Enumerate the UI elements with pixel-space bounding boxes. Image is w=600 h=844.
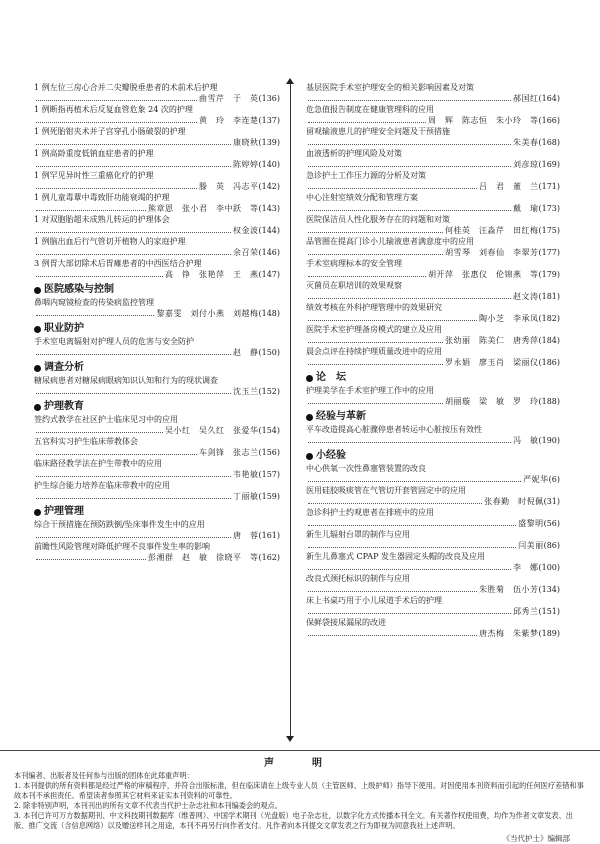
entry-authors: 赵 静 [232, 348, 259, 357]
leader-dots [36, 122, 197, 123]
entry-page-number: (162) [258, 553, 280, 562]
entry-authors: 唐 蓉 [232, 531, 259, 540]
entry-title: 血液透析的护理风险及对策 [306, 149, 402, 158]
entry-page-number: (157) [258, 470, 280, 479]
leader-dots [36, 100, 197, 101]
entry-title: 临床路径教学法在护生带教中的应用 [34, 459, 162, 468]
entry-title: 床上书桌巧用于小儿尿道手术后的护理 [306, 596, 442, 605]
entry-title: 危急值报告制度在健康管理科的应用 [306, 105, 434, 114]
entry-authors: 严妮华 [523, 475, 549, 484]
entry-page-number: (150) [258, 348, 280, 357]
entry-meta [306, 313, 560, 324]
entry-meta [306, 159, 560, 170]
entry-title: 综合干预措施在预防跌倒/坠床事件发生中的应用 [34, 520, 205, 529]
entry-page-number: (140) [258, 160, 280, 169]
entry-authors: 韦艳敏 [232, 470, 259, 479]
entry-authors: 冯 敏 [512, 436, 539, 445]
entry-meta [34, 530, 280, 541]
toc-entry[interactable] [34, 414, 280, 436]
section-heading [34, 400, 280, 414]
entry-page-number: (151) [538, 607, 560, 616]
entry-page-number: (156) [258, 448, 280, 457]
entry-title: 1 例死胎钳夹术并子宫穿孔小肠破裂的护理 [34, 127, 186, 136]
entry-meta [306, 540, 560, 551]
toc-entry[interactable] [34, 170, 280, 192]
entry-meta [306, 474, 560, 485]
entry-meta [306, 518, 560, 529]
entry-authors: 陶小芝 李承凤 [478, 314, 539, 323]
entry-authors: 盛黎明 [518, 519, 544, 528]
toc-entry[interactable] [34, 458, 280, 480]
section-title: 护理教育 [44, 401, 84, 412]
entry-page-number: (169) [538, 160, 560, 169]
entry-title: 手术室病理标本的安全管理 [306, 259, 402, 268]
leader-dots [308, 442, 511, 443]
entry-meta [34, 386, 280, 397]
entry-title: 1 例高龄重度低钠血症患者的护理 [34, 149, 154, 158]
entry-authors: 邱秀兰 [512, 607, 539, 616]
entry-meta [34, 159, 280, 170]
entry-meta [306, 93, 560, 104]
entry-page-number: (134) [538, 585, 560, 594]
entry-meta [306, 584, 560, 595]
entry-page-number: (189) [538, 629, 560, 638]
leader-dots [308, 100, 511, 101]
entry-authors: 张春勤 时倪佩 [484, 497, 544, 506]
entry-authors: 唐杰梅 朱紫梦 [478, 629, 539, 638]
entry-meta [34, 308, 280, 319]
entry-page-number: (148) [258, 309, 280, 318]
leader-dots [36, 166, 231, 167]
entry-authors: 沈玉兰 [232, 387, 259, 396]
entry-meta [306, 396, 560, 407]
leader-dots [308, 210, 511, 211]
toc-entry[interactable] [306, 385, 560, 407]
leader-dots [36, 254, 231, 255]
entry-title: 1 例脑出血后行气管切开植物人的家庭护理 [34, 237, 186, 246]
toc-entry[interactable] [306, 214, 560, 236]
entry-authors: 闫美丽 [518, 541, 544, 550]
entry-meta [306, 628, 560, 639]
section-bullet-icon [306, 414, 313, 421]
entry-page-number: (173) [538, 204, 560, 213]
entry-page-number: (184) [538, 336, 560, 345]
entry-title: 护生综合能力培养在临床带教中的应用 [34, 481, 170, 490]
entry-page-number: (137) [258, 116, 280, 125]
entry-meta [34, 93, 280, 104]
entry-page-number: (190) [538, 436, 560, 445]
entry-title: 1 例断指再植术后反复血管危象 24 次的护理 [34, 105, 193, 114]
leader-dots [36, 476, 231, 477]
toc-entry[interactable] [34, 480, 280, 502]
column-divider [290, 84, 291, 736]
section-heading [306, 371, 560, 385]
entry-page-number: (181) [538, 292, 560, 301]
leader-dots [36, 498, 231, 499]
entry-title: 灭菌员在职培训的效果观察 [306, 281, 402, 290]
entry-title: 基层医院手术室护理安全的相关影响因素及对策 [306, 83, 474, 92]
entry-page-number: (6) [548, 475, 560, 484]
section-bullet-icon [306, 453, 313, 460]
toc-entry[interactable] [34, 297, 280, 319]
entry-authors: 朱美春 [512, 138, 539, 147]
entry-page-number: (166) [538, 116, 560, 125]
toc-entry[interactable] [306, 595, 560, 617]
leader-dots [308, 276, 426, 277]
entry-authors: 曲雪芹 于 英 [198, 94, 259, 103]
entry-authors: 康晓秋 [232, 138, 259, 147]
entry-authors: 何桂英 汪淼芹 田红梅 [444, 226, 539, 235]
section-bullet-icon [34, 509, 41, 516]
entry-title: 1 对双胞胎超未成熟儿转运的护理体会 [34, 215, 170, 224]
entry-page-number: (100) [538, 563, 560, 572]
section-title: 论 坛 [316, 372, 346, 383]
entry-meta [306, 291, 560, 302]
entry-authors: 余召荣 [232, 248, 259, 257]
section-title: 护理管理 [44, 506, 84, 517]
entry-title: 绩效考核在外科护理管理中的效果研究 [306, 303, 442, 312]
entry-page-number: (56) [543, 519, 560, 528]
toc-entry[interactable] [306, 236, 560, 258]
entry-authors: 熊章恩 张小君 李中跃 等 [147, 204, 259, 213]
entry-meta [34, 269, 280, 280]
entry-page-number: (186) [538, 358, 560, 367]
entry-authors: 黄 玲 李连楚 [198, 116, 259, 125]
toc-entry[interactable] [34, 214, 280, 236]
leader-dots [36, 354, 231, 355]
entry-page-number: (182) [538, 314, 560, 323]
entry-meta [306, 335, 560, 346]
entry-meta [306, 562, 560, 573]
entry-meta [306, 115, 560, 126]
entry-page-number: (154) [258, 426, 280, 435]
notice-item: 1. 本刊提供的所有资料都是经过严格的审稿程序，并符合出版标准，但在临床请在上级专业人员（主管医师、上级护师）指导下使用。对因使用本刊资料而引起的任何医疗差错和事故本刊不承担责任。希望读者参照其它材料来证实本刊资料的可靠性。 [14, 781, 584, 800]
entry-page-number: (159) [258, 492, 280, 501]
entry-authors: 权金波 [232, 226, 259, 235]
entry-page-number: (152) [258, 387, 280, 396]
leader-dots [308, 166, 511, 167]
notice-item: 2. 除非特别声明，本刊刊出的所有文章不代表当代护士杂志社和本刊编委会的观点。 [14, 801, 282, 810]
entry-title: 糖尿病患者对糖尿病眼病知识认知和行为的现状调查 [34, 376, 218, 385]
entry-page-number: (146) [258, 248, 280, 257]
entry-authors: 朱胜菊 伍小芳 [478, 585, 539, 594]
entry-title: 前瞻性风险管理对降低护理不良事件发生率的影响 [34, 542, 210, 551]
entry-authors: 吴小红 吴久红 张爱华 [164, 426, 259, 435]
toc-entry[interactable] [306, 463, 560, 485]
entry-meta [306, 137, 560, 148]
entry-page-number: (161) [258, 531, 280, 540]
toc-entry[interactable] [34, 336, 280, 358]
entry-title: 中心供氧一次性鼻塞管装置的改良 [306, 464, 426, 473]
notice-signature: 《当代护士》编辑部 [502, 834, 570, 843]
toc-entry[interactable] [306, 170, 560, 192]
entry-authors: 罗永娟 廖玉肖 梁丽仪 [444, 358, 539, 367]
leader-dots [308, 403, 443, 404]
entry-authors: 刘彦琼 [512, 160, 539, 169]
entry-page-number: (188) [538, 397, 560, 406]
toc-entry[interactable] [306, 126, 560, 148]
entry-authors: 丁丽敏 [232, 492, 259, 501]
entry-authors: 胡开萍 张惠仪 伦锦燕 等 [427, 270, 539, 279]
section-title: 小经验 [316, 450, 346, 461]
section-bullet-icon [34, 326, 41, 333]
entry-page-number: (147) [258, 270, 280, 279]
entry-title: 手术室电离辐射对护理人员的危害与安全防护 [34, 337, 194, 346]
notice-heading: 声 明 [264, 758, 336, 769]
entry-authors: 戴 瑜 [512, 204, 539, 213]
leader-dots [36, 454, 197, 455]
entry-meta [306, 606, 560, 617]
entry-authors: 黎嘉雯 刘付小燕 刘越梅 [156, 309, 259, 318]
section-title: 经验与革新 [316, 411, 366, 422]
entry-title: 1 例左位三房心合并二尖瓣脱垂患者的术前术后护理 [34, 83, 218, 92]
entry-meta [34, 203, 280, 214]
toc-entry[interactable] [306, 104, 560, 126]
entry-authors: 张幼丽 陈美仁 唐秀萍 [444, 336, 539, 345]
entry-page-number: (31) [543, 497, 560, 506]
leader-dots [308, 547, 516, 548]
toc-entry[interactable] [34, 126, 280, 148]
entry-authors: 滕 英 冯志平 [198, 182, 259, 191]
entry-meta [306, 247, 560, 258]
leader-dots [308, 144, 511, 145]
section-title: 职业防护 [44, 323, 84, 334]
entry-title: 3 例胃大部切除术后胃瘫患者的中西医结合护理 [34, 259, 202, 268]
entry-meta [306, 203, 560, 214]
section-heading [34, 361, 280, 375]
entry-page-number: (175) [538, 226, 560, 235]
toc-entry[interactable] [34, 192, 280, 214]
toc-entry[interactable] [306, 529, 560, 551]
section-heading [34, 505, 280, 519]
entry-authors: 吕 君 董 兰 [478, 182, 539, 191]
entry-meta [306, 225, 560, 236]
entry-page-number: (142) [258, 182, 280, 191]
entry-meta [34, 225, 280, 236]
toc-entry[interactable] [34, 104, 280, 126]
disclaimer-notice [0, 752, 600, 844]
entry-authors: 赵文涛 [512, 292, 539, 301]
toc-entry[interactable] [306, 551, 560, 573]
leader-dots [36, 276, 163, 277]
leader-dots [36, 188, 197, 189]
entry-meta [34, 425, 280, 436]
entry-page-number: (168) [538, 138, 560, 147]
entry-title: 晨会点评在持续护理质量改进中的应用 [306, 347, 442, 356]
entry-title: 平车改造提高心脏骤停患者转运中心脏按压有效性 [306, 425, 482, 434]
toc-entry[interactable] [34, 82, 280, 104]
right-column [306, 82, 560, 639]
leader-dots [308, 503, 482, 504]
entry-title: 五官科实习护生临床带教体会 [34, 437, 138, 446]
entry-meta [34, 447, 280, 458]
entry-title: 急诊科护士约观患者在排班中的应用 [306, 508, 434, 517]
entry-title: 留观输液患儿的护理安全问题及干预措施 [306, 127, 450, 136]
leader-dots [308, 232, 443, 233]
entry-page-number: (144) [258, 226, 280, 235]
leader-dots [308, 122, 426, 123]
entry-page-number: (136) [258, 94, 280, 103]
toc-entry[interactable] [34, 375, 280, 397]
entry-title: 签约式教学在社区护士临床见习中的应用 [34, 415, 178, 424]
section-heading [34, 322, 280, 336]
section-heading [306, 410, 560, 424]
leader-dots [308, 591, 477, 592]
leader-dots [36, 537, 231, 538]
entry-page-number: (143) [258, 204, 280, 213]
entry-authors: 彭湘群 赵 敏 徐晓平 等 [147, 553, 259, 562]
toc-entry[interactable] [34, 258, 280, 280]
toc-entry[interactable] [306, 280, 560, 302]
leader-dots [36, 315, 154, 316]
entry-meta [306, 496, 560, 507]
leader-dots [36, 232, 231, 233]
entry-authors: 高 铮 张艳萍 王 燕 [164, 270, 259, 279]
entry-page-number: (139) [258, 138, 280, 147]
entry-authors: 李 娜 [512, 563, 539, 572]
entry-meta [34, 552, 280, 563]
entry-page-number: (164) [538, 94, 560, 103]
leader-dots [308, 364, 443, 365]
toc-entry[interactable] [306, 148, 560, 170]
entry-page-number: (171) [538, 182, 560, 191]
entry-meta [34, 247, 280, 258]
leader-dots [308, 298, 511, 299]
toc-entry[interactable] [306, 82, 560, 104]
entry-authors: 陈婷婷 [232, 160, 259, 169]
entry-title: 护理美学在手术室护理工作中的应用 [306, 386, 434, 395]
toc-entry[interactable] [306, 507, 560, 529]
toc-entry[interactable] [34, 541, 280, 563]
toc-entry[interactable] [306, 346, 560, 368]
notice-item: 3. 本刊已许可万方数据期刊、中文科技期刊数据库（维普网）、中国学术期刊（光盘版）电子杂志社，以数字化方式传播本刊全文。有关著作权使用费，均作为作者文章发表、出版、推广交流（含信息网络）以及赠送样刊之用途，本刊不再另行向作者支付。凡作者向本刊提交文章发表之行为即视为同意我社上述声明。 [14, 811, 573, 830]
toc-entry[interactable] [34, 236, 280, 258]
toc-entry[interactable] [306, 324, 560, 346]
toc-entry[interactable] [306, 617, 560, 639]
section-heading [306, 449, 560, 463]
leader-dots [36, 432, 163, 433]
toc-entry[interactable] [34, 148, 280, 170]
leader-dots [308, 635, 477, 636]
entry-meta [34, 181, 280, 192]
entry-authors: 郝国红 [512, 94, 539, 103]
leader-dots [308, 342, 443, 343]
toc-entry[interactable] [34, 519, 280, 541]
leader-dots [308, 254, 443, 255]
leader-dots [308, 613, 511, 614]
entry-meta [306, 269, 560, 280]
entry-title: 医院保洁员人性化服务存在的问题和对策 [306, 215, 450, 224]
entry-title: 1 例儿童毒蕈中毒致肝功能衰竭的护理 [34, 193, 170, 202]
leader-dots [36, 559, 146, 560]
toc-entry[interactable] [306, 573, 560, 595]
notice-body [0, 771, 600, 831]
toc-entry[interactable] [306, 485, 560, 507]
leader-dots [308, 320, 477, 321]
entry-title: 1 例罕见异时性三重癌化疗的护理 [34, 171, 154, 180]
toc-entry[interactable] [306, 192, 560, 214]
entry-authors: 车剑锋 张志兰 [198, 448, 259, 457]
entry-meta [306, 357, 560, 368]
section-title: 医院感染与控制 [44, 284, 114, 295]
entry-title: 鼻咽内窥镜检查的传染病监控管理 [34, 298, 154, 307]
entry-title: 医院手术室护理备房模式的建立及应用 [306, 325, 442, 334]
entry-authors: 胡雪琴 刘春仙 李翠芳 [444, 248, 539, 257]
entry-title: 改良式颈托标识的制作与应用 [306, 574, 410, 583]
entry-page-number: (179) [538, 270, 560, 279]
leader-dots [308, 188, 477, 189]
entry-title: 中心注射室绩效分配和管理方案 [306, 193, 418, 202]
entry-title: 新生儿鼻塞式 CPAP 发生器固定头帽的改良及应用 [306, 552, 486, 561]
toc-entry[interactable] [306, 302, 560, 324]
leader-dots [308, 525, 516, 526]
entry-meta [34, 137, 280, 148]
entry-title: 保鲜袋接尿漏尿的改进 [306, 618, 386, 627]
entry-authors: 胡丽璇 梁 敏 罗 玲 [444, 397, 539, 406]
entry-authors: 周 辉 陈志恒 朱小玲 等 [427, 116, 539, 125]
section-bullet-icon [306, 375, 313, 382]
entry-meta [34, 347, 280, 358]
notice-divider [0, 750, 600, 751]
entry-meta [34, 115, 280, 126]
entry-title: 急诊护士工作压力源的分析及对策 [306, 171, 426, 180]
leader-dots [36, 210, 146, 211]
leader-dots [308, 481, 521, 482]
entry-page-number: (86) [543, 541, 560, 550]
entry-meta [34, 469, 280, 480]
entry-meta [306, 435, 560, 446]
section-bullet-icon [34, 404, 41, 411]
section-title: 调查分析 [44, 362, 84, 373]
leader-dots [36, 393, 231, 394]
left-column [34, 82, 280, 563]
leader-dots [36, 144, 231, 145]
toc-entry[interactable] [306, 258, 560, 280]
entry-title: 品管圈在提高门诊小儿输液患者满意度中的应用 [306, 237, 474, 246]
leader-dots [308, 569, 511, 570]
section-bullet-icon [34, 365, 41, 372]
entry-title: 医用硅胶吸痰管在气管切开套管固定中的应用 [306, 486, 466, 495]
notice-intro: 本刊编者、出版者及任何参与出版的团体在此郑重声明： [14, 771, 194, 780]
toc-entry[interactable] [34, 436, 280, 458]
entry-title: 新生儿辐射台罩的制作与应用 [306, 530, 410, 539]
entry-page-number: (177) [538, 248, 560, 257]
divider-arrow-down-icon [286, 736, 294, 742]
section-bullet-icon [34, 287, 41, 294]
entry-meta [34, 491, 280, 502]
section-heading [34, 283, 280, 297]
toc-entry[interactable] [306, 424, 560, 446]
entry-meta [306, 181, 560, 192]
